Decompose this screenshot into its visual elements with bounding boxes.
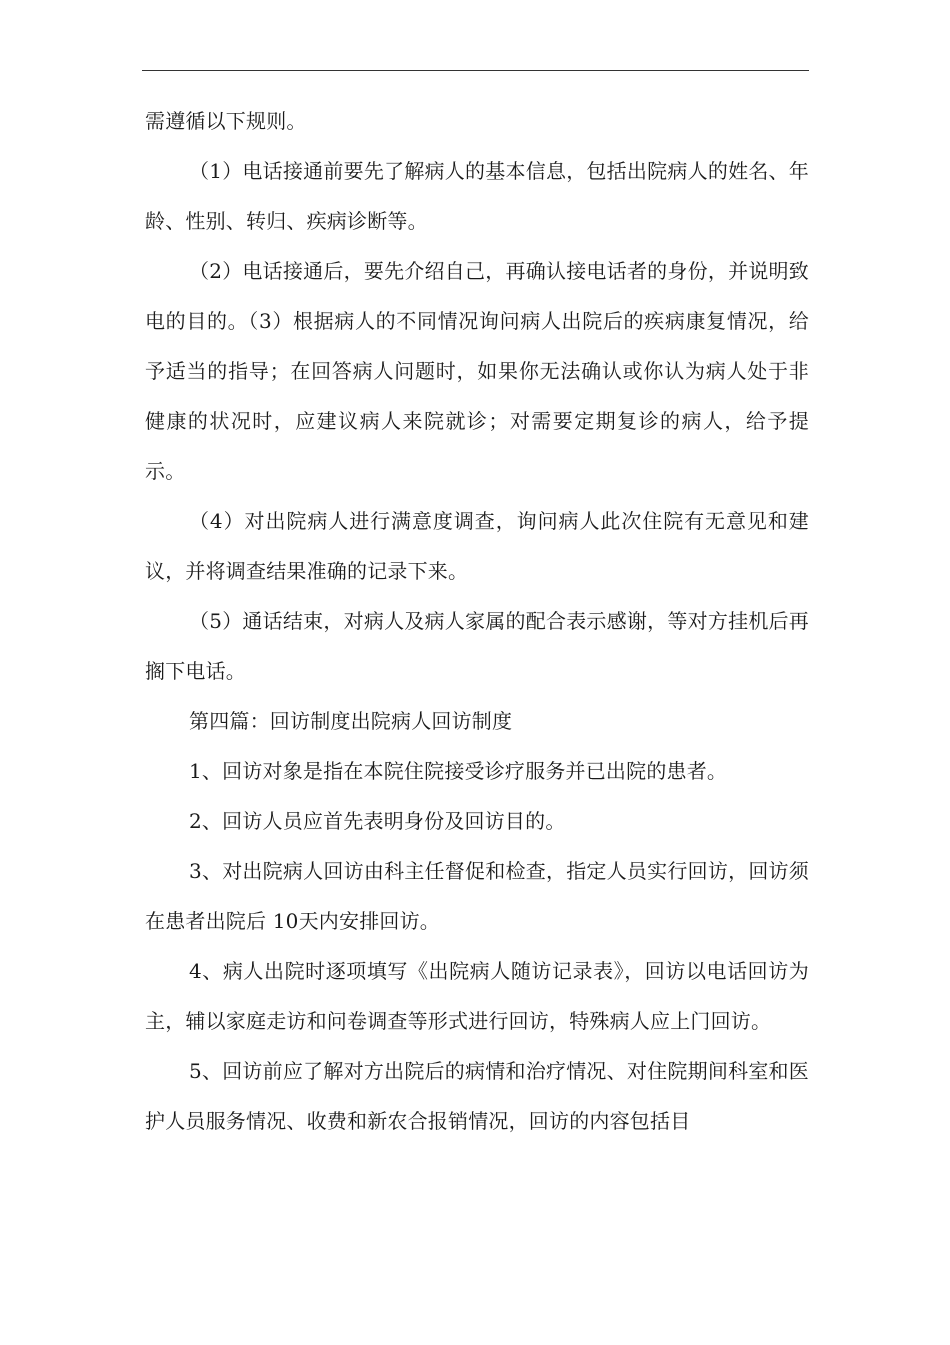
paragraph-item-2: 2、回访人员应首先表明身份及回访目的。: [189, 809, 566, 833]
document-body: [145, 96, 809, 1146]
paragraph-item-5: 5、回访前应了解对方出院后的病情和治疗情况、对住院期间科室和医护人员服务情况、收费和新农合报销情况，回访的内容包括目: [145, 1059, 809, 1133]
paragraph-item-1: 1、回访对象是指在本院住院接受诊疗服务并已出院的患者。: [189, 759, 728, 783]
paragraph-rule-4: （4）对出院病人进行满意度调查，询问病人此次住院有无意见和建议，并将调查结果准确的记录下来。: [145, 509, 809, 583]
paragraph-rules-intro: 需遵循以下规则。: [145, 109, 307, 133]
section-heading: 第四篇：回访制度出院病人回访制度: [189, 709, 513, 733]
header-rule: [142, 70, 809, 71]
paragraph-rule-5: （5）通话结束，对病人及病人家属的配合表示感谢，等对方挂机后再搁下电话。: [145, 609, 809, 683]
paragraph-item-3: 3、对出院病人回访由科主任督促和检查，指定人员实行回访，回访须在患者出院后 10天内安排回访。: [145, 859, 809, 933]
paragraph-item-4: 4、病人出院时逐项填写《出院病人随访记录表》，回访以电话回访为主，辅以家庭走访和问卷调查等形式进行回访，特殊病人应上门回访。: [145, 959, 809, 1033]
paragraph-rule-2-3: （2）电话接通后，要先介绍自己，再确认接电话者的身份，并说明致电的目的。（3）根据病人的不同情况询问病人出院后的疾病康复情况，给予适当的指导；在回答病人问题时，如果你无法确认或你认为病人处于非健康的状况时，应建议病人来院就诊；对需要定期复诊的病人，给予提示。: [145, 259, 809, 483]
paragraph-rule-1: （1）电话接通前要先了解病人的基本信息，包括出院病人的姓名、年龄、性别、转归、疾病诊断等。: [145, 159, 809, 233]
